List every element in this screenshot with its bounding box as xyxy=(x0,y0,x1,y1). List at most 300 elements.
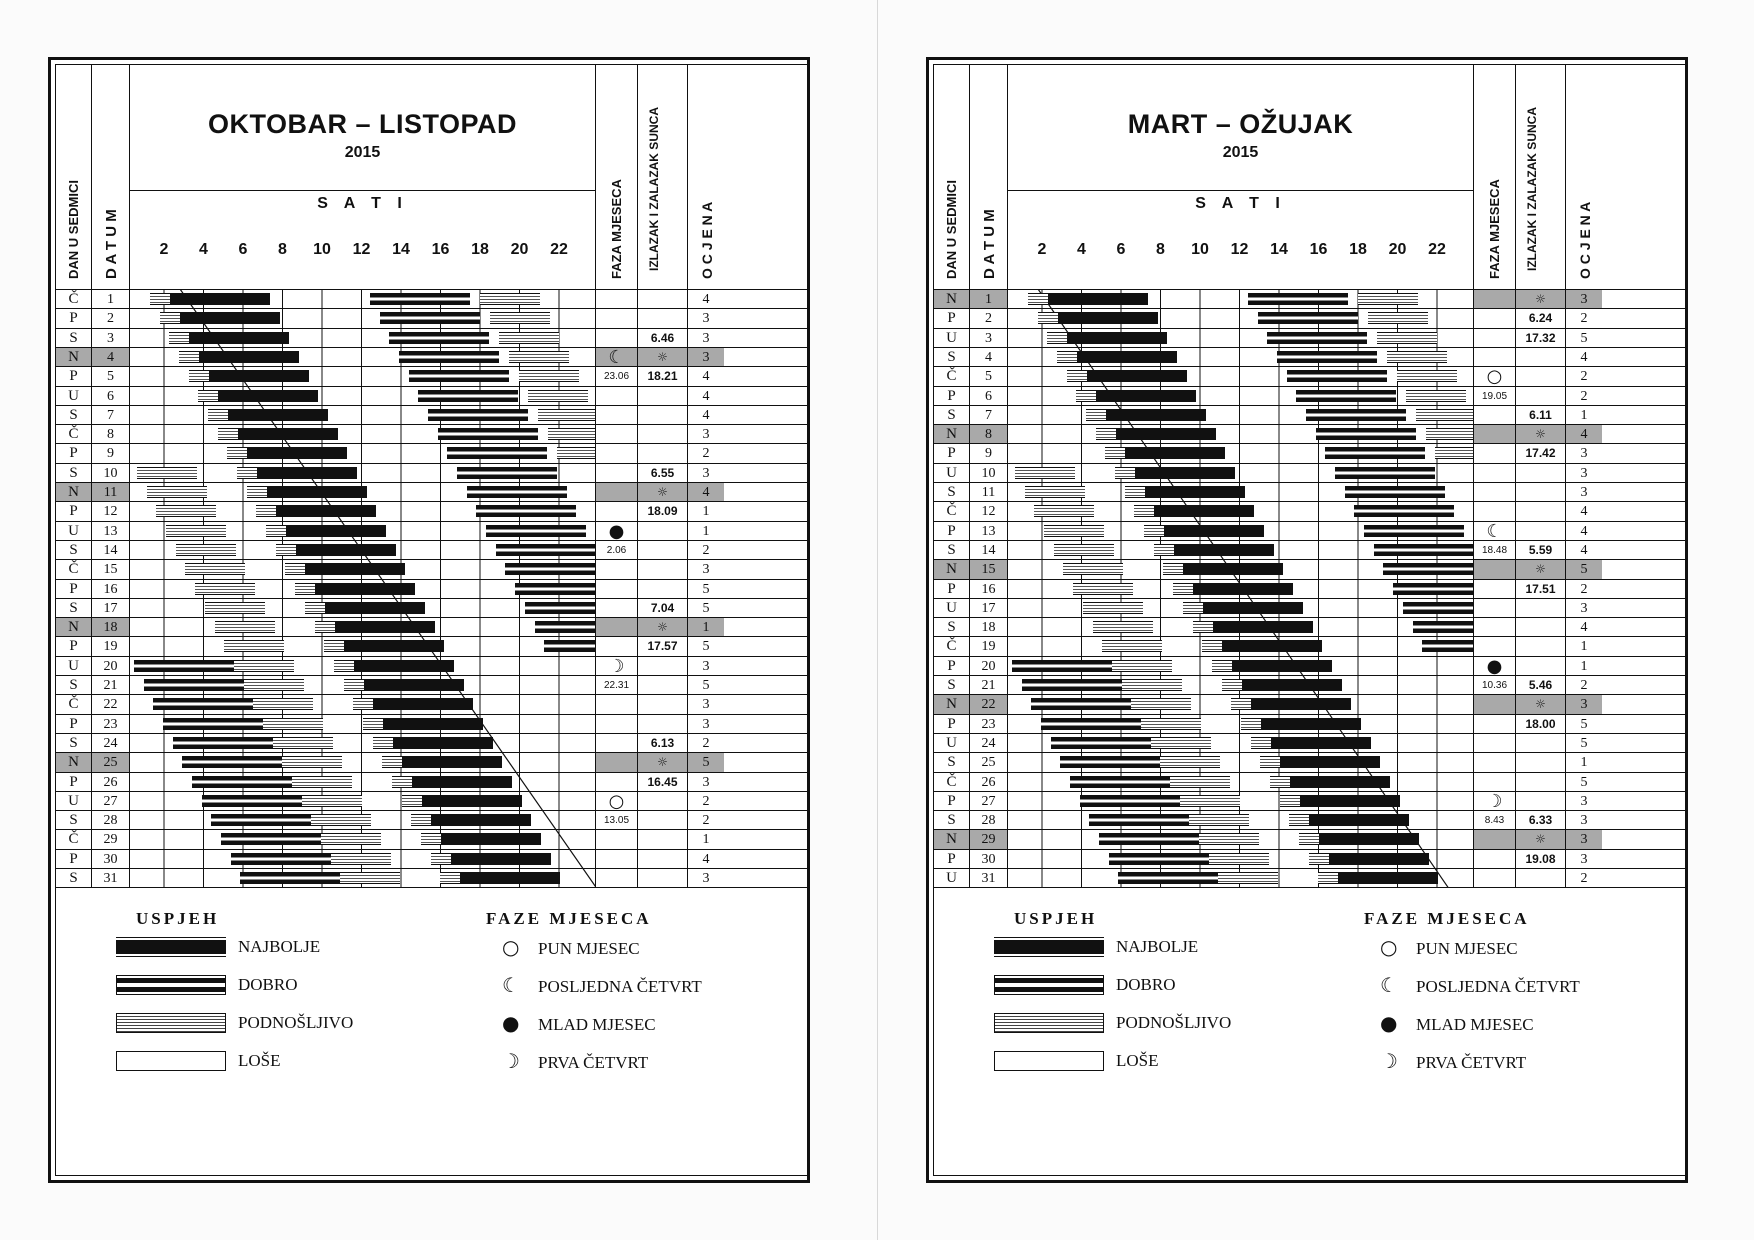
day-letter: N xyxy=(934,425,970,444)
day-letter: Č xyxy=(934,367,970,386)
moon-phase-icon: ○ xyxy=(1474,367,1516,386)
date-number: 16 xyxy=(92,580,130,599)
day-row xyxy=(934,791,1686,810)
day-row xyxy=(56,849,808,868)
legend-icon-last_quarter: ☾ xyxy=(1380,973,1398,998)
day-letter: P xyxy=(56,309,92,328)
moon-phase-cell xyxy=(1474,290,1516,309)
moon-phase-cell xyxy=(1474,560,1516,579)
legend-swatch-best xyxy=(994,937,1104,957)
hour-tick-18: 18 xyxy=(471,241,489,258)
legend-swatch-good xyxy=(116,975,226,995)
moon-phase-cell xyxy=(1474,850,1516,869)
date-number: 14 xyxy=(92,541,130,560)
date-number: 21 xyxy=(92,676,130,695)
day-letter: S xyxy=(56,329,92,348)
sun-header xyxy=(1516,65,1566,289)
day-row xyxy=(56,714,808,733)
sun-time-cell xyxy=(638,850,688,869)
date-number: 20 xyxy=(970,657,1008,676)
moon-phase-cell xyxy=(596,560,638,579)
day-row xyxy=(934,328,1686,347)
grade-cell: 1 xyxy=(702,523,710,539)
grade-cell: 2 xyxy=(1580,871,1588,886)
grade-cell: 3 xyxy=(1580,485,1588,500)
legend xyxy=(934,887,1686,1175)
sun-time-cell xyxy=(638,580,688,599)
day-row xyxy=(934,501,1686,520)
day-letter: S xyxy=(934,348,970,367)
sun-icon: ☼ xyxy=(1516,425,1566,444)
legend-swatch-bad xyxy=(994,1051,1104,1071)
moon-phase-cell xyxy=(596,425,638,444)
legend-success-title: USPJEH xyxy=(136,909,220,929)
grade-cell: 3 xyxy=(702,311,710,327)
legend-label-tolerable: PODNOŠLJIVO xyxy=(1116,1013,1232,1033)
moon-phase-label: FAZA MJESECA xyxy=(1487,179,1502,279)
day-row xyxy=(934,424,1686,443)
grade-cell: 3 xyxy=(1580,600,1588,616)
legend xyxy=(56,887,808,1175)
date-number: 21 xyxy=(970,676,1008,695)
sun-time-cell xyxy=(1516,637,1566,656)
grade-cell: 4 xyxy=(702,292,710,307)
day-letter: S xyxy=(934,406,970,425)
sun-time-cell xyxy=(1516,599,1566,618)
date-number: 6 xyxy=(970,387,1008,406)
sun-time-cell xyxy=(1516,657,1566,676)
day-letter: S xyxy=(934,676,970,695)
day-letter: P xyxy=(934,792,970,811)
day-row xyxy=(56,328,808,347)
day-letter: P xyxy=(934,387,970,406)
legend-phases-title: FAZE MJESECA xyxy=(1364,909,1530,929)
moon-phase-cell xyxy=(1474,695,1516,714)
moon-phase-cell xyxy=(596,329,638,348)
date-number: 28 xyxy=(92,811,130,830)
legend-success-title: USPJEH xyxy=(1014,909,1098,929)
hours-header xyxy=(130,65,596,289)
day-row xyxy=(934,636,1686,655)
day-row xyxy=(56,810,808,829)
day-letter: Č xyxy=(56,425,92,444)
legend-label-good: DOBRO xyxy=(238,975,298,995)
sun-time-cell: 6.46 xyxy=(638,329,688,348)
sun-time-cell xyxy=(1516,753,1566,772)
date-number: 26 xyxy=(970,773,1008,792)
sun-icon: ☼ xyxy=(638,483,688,502)
legend-icon-new_moon: ● xyxy=(502,1011,520,1036)
legend-label-first_quarter: PRVA ČETVRT xyxy=(1416,1053,1527,1073)
date-number: 27 xyxy=(970,792,1008,811)
sun-time-cell: 6.13 xyxy=(638,734,688,753)
sun-icon: ☼ xyxy=(638,753,688,772)
moon-phase-cell xyxy=(596,830,638,849)
moon-phase-cell xyxy=(596,464,638,483)
hour-tick-18: 18 xyxy=(1349,241,1367,258)
day-letter: P xyxy=(56,502,92,521)
day-letter: S xyxy=(934,541,970,560)
sun-time-cell xyxy=(638,425,688,444)
date-number: 20 xyxy=(92,657,130,676)
day-letter: P xyxy=(934,444,970,463)
day-letter: P xyxy=(56,367,92,386)
moon-phase-cell xyxy=(1474,309,1516,328)
day-letter: N xyxy=(56,618,92,637)
day-letter: Č xyxy=(934,773,970,792)
sun-time-cell: 18.09 xyxy=(638,502,688,521)
hour-tick-16: 16 xyxy=(1309,241,1328,258)
day-row xyxy=(934,366,1686,388)
day-row xyxy=(934,829,1686,848)
day-row xyxy=(934,559,1686,578)
sun-time-cell: 7.04 xyxy=(638,599,688,618)
hour-tick-16: 16 xyxy=(431,241,450,258)
moon-phase-cell xyxy=(1474,580,1516,599)
hour-tick-2: 2 xyxy=(159,241,169,258)
day-row xyxy=(56,617,808,636)
grade-cell: 5 xyxy=(688,753,724,772)
grade-cell: 3 xyxy=(1566,695,1602,714)
day-letter: S xyxy=(934,618,970,637)
year-label: 2015 xyxy=(1222,144,1259,161)
moon-phase-cell: 13.05 xyxy=(596,811,638,830)
sun-time-cell: 17.42 xyxy=(1516,444,1566,463)
grade-cell: 4 xyxy=(688,483,724,502)
day-row xyxy=(934,810,1686,829)
grade-cell: 5 xyxy=(702,678,710,693)
moon-phase-cell xyxy=(596,483,638,502)
day-row xyxy=(56,289,808,308)
day-row xyxy=(56,791,808,810)
legend-label-last_quarter: POSLJEDNA ČETVRT xyxy=(1416,977,1580,997)
date-number: 8 xyxy=(970,425,1008,444)
hour-tick-10: 10 xyxy=(1191,241,1209,258)
grade-cell: 4 xyxy=(702,407,710,423)
day-row xyxy=(934,443,1686,462)
grade-cell: 2 xyxy=(1580,311,1588,327)
date-number: 30 xyxy=(970,850,1008,869)
hours-header xyxy=(1008,65,1474,289)
date-number: 18 xyxy=(970,618,1008,637)
hour-tick-12: 12 xyxy=(352,241,371,258)
grade-cell: 5 xyxy=(1580,735,1588,751)
sun-time-cell xyxy=(638,290,688,309)
calendar-inner xyxy=(933,64,1687,1176)
day-row xyxy=(934,675,1686,694)
day-row xyxy=(56,752,808,771)
date-number: 28 xyxy=(970,811,1008,830)
day-row xyxy=(934,540,1686,559)
sun-time-cell: 17.57 xyxy=(638,637,688,656)
grade-cell: 4 xyxy=(1580,542,1588,558)
hour-tick-14: 14 xyxy=(392,241,410,258)
day-row xyxy=(934,598,1686,617)
hour-tick-14: 14 xyxy=(1270,241,1288,258)
grade-cell: 2 xyxy=(702,735,710,751)
date-number: 7 xyxy=(92,406,130,425)
legend-swatch-tolerable xyxy=(116,1013,226,1033)
day-row xyxy=(56,366,808,385)
sun-time-cell xyxy=(638,715,688,734)
moon-phase-cell: 22.31 xyxy=(596,676,638,695)
moon-phase-icon: ☾ xyxy=(596,348,638,367)
moon-phase-cell xyxy=(596,618,638,637)
day-row xyxy=(934,521,1686,540)
date-number: 5 xyxy=(970,367,1008,386)
calendar-frame xyxy=(48,57,810,1183)
moon-phase-cell xyxy=(596,869,638,888)
sun-icon: ☼ xyxy=(1516,290,1566,309)
legend-icon-full_moon: ○ xyxy=(502,935,520,960)
day-row xyxy=(934,752,1686,771)
date-number: 2 xyxy=(92,309,130,328)
day-letter: P xyxy=(56,773,92,792)
day-row xyxy=(56,579,808,598)
hour-tick-20: 20 xyxy=(510,241,529,258)
moon-phase-icon: ● xyxy=(1474,657,1516,676)
day-row xyxy=(56,868,808,887)
sun-time-cell xyxy=(638,560,688,579)
date-number: 17 xyxy=(92,599,130,618)
sun-time-cell: 6.55 xyxy=(638,464,688,483)
grade-cell: 4 xyxy=(1580,620,1588,636)
day-letter: Č xyxy=(56,830,92,849)
day-letter: U xyxy=(934,464,970,483)
date-number: 26 xyxy=(92,773,130,792)
sun-time-cell xyxy=(1516,869,1566,888)
moon-phase-cell xyxy=(1474,753,1516,772)
day-row xyxy=(56,463,808,482)
calendar-inner xyxy=(55,64,809,1176)
grade-cell: 4 xyxy=(1580,523,1588,539)
moon-phase-cell xyxy=(596,387,638,406)
day-row xyxy=(934,405,1686,424)
moon-phase-cell xyxy=(596,637,638,656)
moon-phase-cell xyxy=(1474,773,1516,792)
day-row xyxy=(56,501,808,520)
legend-swatch-best xyxy=(116,937,226,957)
date-number: 12 xyxy=(970,502,1008,521)
date-number: 13 xyxy=(970,522,1008,541)
date-number: 19 xyxy=(970,637,1008,656)
legend-label-best: NAJBOLJE xyxy=(1116,937,1199,957)
day-letter: P xyxy=(56,850,92,869)
day-letter: U xyxy=(934,869,970,888)
sun-time-cell xyxy=(638,309,688,328)
date-number: 17 xyxy=(970,599,1008,618)
date-number: 22 xyxy=(970,695,1008,714)
sun-icon: ☼ xyxy=(638,618,688,637)
sun-time-cell xyxy=(638,657,688,676)
hour-tick-22: 22 xyxy=(1428,241,1446,258)
sun-time-cell xyxy=(638,792,688,811)
sun-time-cell xyxy=(638,406,688,425)
day-letter: P xyxy=(56,715,92,734)
title-box xyxy=(1008,65,1473,191)
date-label: D A T U M xyxy=(981,209,998,279)
day-letter: U xyxy=(934,599,970,618)
moon-phase-cell: 19.05 xyxy=(1474,387,1516,406)
date-number: 8 xyxy=(92,425,130,444)
grade-cell: 2 xyxy=(1580,388,1588,404)
day-row xyxy=(934,694,1686,713)
date-number: 25 xyxy=(970,753,1008,772)
moon-phase-cell xyxy=(1474,869,1516,888)
date-number: 19 xyxy=(92,637,130,656)
moon-phase-cell xyxy=(1474,715,1516,734)
grade-cell: 5 xyxy=(1566,560,1602,579)
date-label: D A T U M xyxy=(103,209,120,279)
legend-icon-full_moon: ○ xyxy=(1380,935,1398,960)
date-number: 6 xyxy=(92,387,130,406)
day-row xyxy=(934,347,1686,366)
month-title: MART – OŽUJAK xyxy=(1127,109,1354,139)
day-row xyxy=(56,443,808,462)
moon-phase-cell xyxy=(1474,406,1516,425)
legend-icon-first_quarter: ☽ xyxy=(1380,1049,1398,1074)
sun-time-cell xyxy=(638,676,688,695)
moon-phase-cell xyxy=(596,695,638,714)
grade-cell: 3 xyxy=(702,658,710,674)
day-row xyxy=(56,829,808,848)
sun-time-cell: 5.46 xyxy=(1516,676,1566,695)
day-letter: S xyxy=(934,811,970,830)
sun-time-cell: 16.45 xyxy=(638,773,688,792)
day-row xyxy=(56,636,808,655)
sun-time-cell: 18.00 xyxy=(1516,715,1566,734)
sun-time-cell xyxy=(638,695,688,714)
grade-cell: 4 xyxy=(702,851,710,867)
moon-phase-icon: ☾ xyxy=(1474,522,1516,541)
grade-cell: 3 xyxy=(688,348,724,367)
moon-phase-cell xyxy=(596,850,638,869)
sun-time-cell xyxy=(638,541,688,560)
sun-label: IZLAZAK I ZALAZAK SUNCA xyxy=(647,107,661,271)
grade-cell: 4 xyxy=(1580,349,1588,365)
day-letter: S xyxy=(934,483,970,502)
sun-time-cell xyxy=(1516,522,1566,541)
date-number: 13 xyxy=(92,522,130,541)
date-number: 1 xyxy=(92,290,130,309)
day-of-week-label: DAN U SEDMICI xyxy=(66,180,81,279)
moon-phase-header xyxy=(1474,65,1516,289)
sun-icon: ☼ xyxy=(638,348,688,367)
grade-cell: 3 xyxy=(702,330,710,346)
day-letter: P xyxy=(56,444,92,463)
moon-phase-cell: 10.36 xyxy=(1474,676,1516,695)
legend-label-last_quarter: POSLJEDNA ČETVRT xyxy=(538,977,702,997)
grade-cell: 1 xyxy=(702,832,710,848)
grade-cell: 5 xyxy=(702,639,710,655)
day-letter: U xyxy=(934,734,970,753)
legend-icon-new_moon: ● xyxy=(1380,1011,1398,1036)
day-letter: P xyxy=(934,657,970,676)
grade-cell: 2 xyxy=(702,793,710,809)
moon-phase-cell xyxy=(1474,502,1516,521)
hour-tick-6: 6 xyxy=(238,241,248,258)
moon-phase-cell: 8.43 xyxy=(1474,811,1516,830)
date-number: 18 xyxy=(92,618,130,637)
date-number: 29 xyxy=(92,830,130,849)
sun-icon: ☼ xyxy=(1516,560,1566,579)
grade-cell: 3 xyxy=(1580,851,1588,867)
day-letter: P xyxy=(56,580,92,599)
day-letter: P xyxy=(934,715,970,734)
day-row xyxy=(934,617,1686,636)
date-number: 24 xyxy=(92,734,130,753)
grade-cell: 1 xyxy=(702,504,710,520)
grade-cell: 5 xyxy=(702,600,710,616)
moon-phase-cell xyxy=(596,599,638,618)
sun-time-cell xyxy=(1516,618,1566,637)
date-number: 9 xyxy=(970,444,1008,463)
grade-header xyxy=(688,65,724,289)
legend-label-best: NAJBOLJE xyxy=(238,937,321,957)
moon-phase-icon: ● xyxy=(596,522,638,541)
day-letter: P xyxy=(934,580,970,599)
hour-tick-4: 4 xyxy=(199,241,208,258)
grade-cell: 2 xyxy=(1580,369,1588,385)
legend-label-full_moon: PUN MJESEC xyxy=(1416,939,1518,959)
sun-time-cell xyxy=(638,830,688,849)
grade-cell: 1 xyxy=(1580,755,1588,771)
date-number: 3 xyxy=(92,329,130,348)
legend-label-good: DOBRO xyxy=(1116,975,1176,995)
date-number: 15 xyxy=(970,560,1008,579)
day-of-week-header xyxy=(56,65,92,289)
day-letter: Č xyxy=(934,637,970,656)
day-row xyxy=(56,386,808,405)
moon-phase-cell xyxy=(596,502,638,521)
date-number: 10 xyxy=(970,464,1008,483)
grade-cell: 1 xyxy=(688,618,724,637)
date-number: 23 xyxy=(92,715,130,734)
month-title: OKTOBAR – LISTOPAD xyxy=(207,109,518,139)
day-letter: S xyxy=(934,753,970,772)
day-letter: N xyxy=(934,290,970,309)
day-letter: U xyxy=(56,387,92,406)
sun-time-cell xyxy=(1516,734,1566,753)
legend-icon-last_quarter: ☾ xyxy=(502,973,520,998)
sun-time-cell xyxy=(1516,387,1566,406)
moon-phase-cell xyxy=(596,309,638,328)
date-number: 2 xyxy=(970,309,1008,328)
moon-phase-cell xyxy=(596,580,638,599)
date-number: 30 xyxy=(92,850,130,869)
sun-time-cell: 6.11 xyxy=(1516,406,1566,425)
sun-time-cell xyxy=(1516,464,1566,483)
day-row xyxy=(934,482,1686,501)
date-number: 14 xyxy=(970,541,1008,560)
date-number: 4 xyxy=(970,348,1008,367)
grade-cell: 3 xyxy=(702,562,710,578)
moon-phase-cell xyxy=(596,773,638,792)
grade-cell: 2 xyxy=(1580,581,1588,597)
grade-cell: 3 xyxy=(1566,290,1602,309)
date-header xyxy=(970,65,1008,289)
legend-label-new_moon: MLAD MJESEC xyxy=(538,1015,656,1035)
grade-cell: 1 xyxy=(1580,407,1588,423)
grade-cell: 1 xyxy=(1580,639,1588,655)
moon-phase-cell xyxy=(1474,637,1516,656)
sun-time-cell xyxy=(1516,502,1566,521)
day-row xyxy=(56,675,808,694)
date-number: 10 xyxy=(92,464,130,483)
day-letter: Č xyxy=(56,560,92,579)
day-row xyxy=(56,656,808,675)
day-row xyxy=(934,733,1686,752)
